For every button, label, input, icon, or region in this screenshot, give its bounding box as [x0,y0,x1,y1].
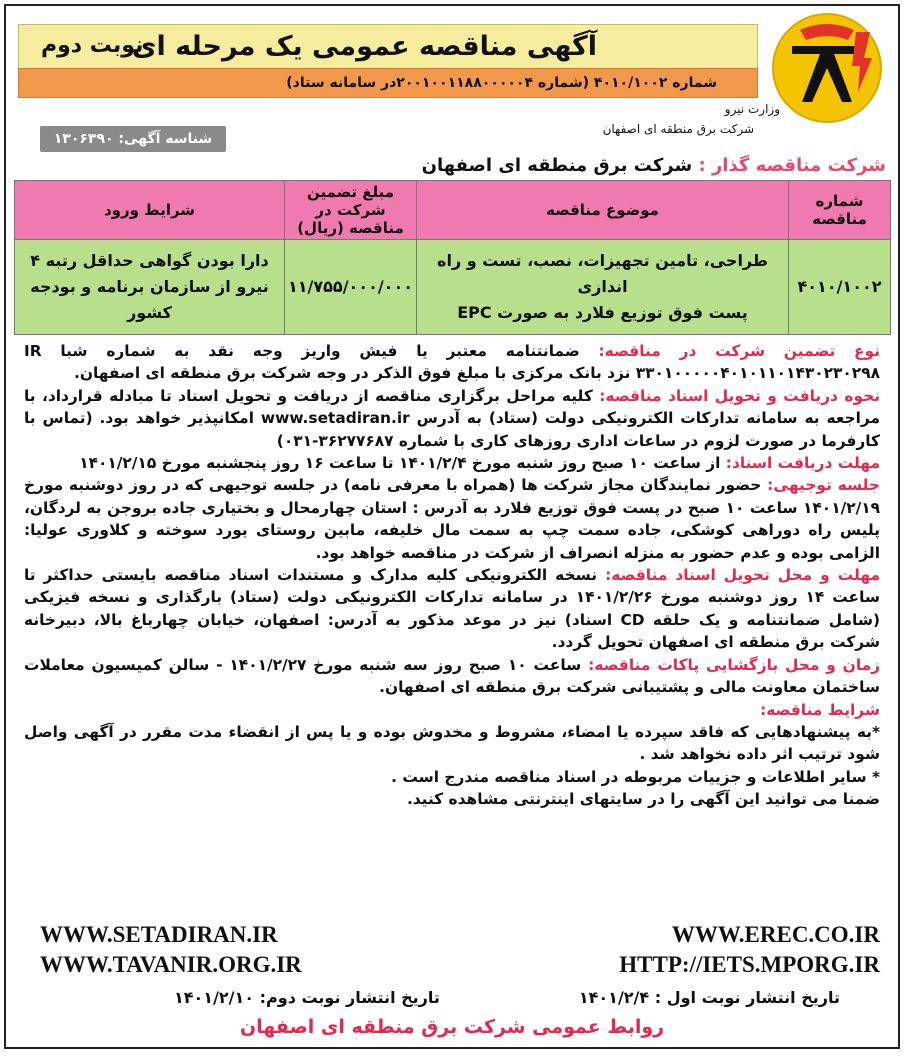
round-label: نوبت دوم [41,33,144,58]
tender-table [14,180,891,335]
subject-line-1: طراحی، تامین تجهیزات، نصب، تست و راه اندازی [437,251,768,296]
col-header-number: شماره مناقصه [789,181,891,240]
conditions-line-1: دارا بودن گواهی حداقل رتبه ۴ [30,251,269,270]
briefing-section [24,474,880,564]
conditions-line-2: نیرو از سازمان برنامه و بودجه کشور [30,277,269,322]
title-bar [18,24,758,70]
col-header-amount: مبلغ تضمین شرکت در مناقصه (ریال) [285,181,417,240]
ad-id-badge: شناسه آگهی: ۱۳۰۶۳۹۰ [40,126,226,152]
website-erec-link[interactable]: WWW.EREC.CO.IR [671,922,880,947]
tender-number-line: شماره ۴۰۱۰/۱۰۰۲ (شماره ۲۰۰۱۰۰۱۱۸۸۰۰۰۰۰۴در سامانه ستاد) [286,75,717,91]
conditions-label: شرایط مناقصه: [760,700,880,719]
deadline-text: از ساعت ۱۰ صبح روز شنبه مورخ ۱۴۰۱/۲/۴ تا ساعت ۱۶ روز پنجشنبه مورخ ۱۴۰۱/۲/۱۵ [79,454,721,473]
submit-label: مهلت و محل تحویل اسناد مناقصه: [605,566,880,585]
docs-text: کلیه مراحل برگزاری مناقصه از دریافت و تحویل اسناد تا مبادله قرارداد، با مراجعه به سامانه تدارکات الکترونیکی دولت (ستاد) به آدرس www.setadiran.ir امکانپذیر خواهد بود. (تماس با کارفرما در صورت لزوم در ساعات اداری روزهای کاری با شماره ۳۶۲۷۷۶۸۷-۰۳۱) [24,386,880,450]
websites [24,922,880,982]
condition-2: * سایر اطلاعات و جزییات مربوطه در اسناد مناقصه مندرج است . [391,767,880,786]
ad-title: آگهی مناقصه عمومی یک مرحله ای [131,31,597,62]
tavanir-logo-icon [764,12,890,124]
website-setadiran-link[interactable]: WWW.SETADIRAN.IR [40,922,278,947]
organizer-value: شرکت برق منطقه ای اصفهان [421,155,693,176]
cell-number: ۴۰۱۰/۱۰۰۲ [789,240,891,335]
company-small-label: شرکت برق منطقه ای اصفهان [602,122,754,136]
docs-section [24,385,880,452]
briefing-label: جلسه توجیهی: [767,476,880,495]
header [6,6,898,154]
col-header-subject: موضوع مناقصه [417,181,789,240]
conditions-section [24,699,880,721]
opening-text: ساعت ۱۰ صبح روز سه شنبه مورخ ۱۴۰۱/۲/۲۷ - سالن کمیسیون معاملات ساختمان معاونت مالی و پشتیبانی شرکت برق منطقه ای اصفهان. [24,655,880,697]
organizer-label: شرکت مناقصه گذار : [698,155,886,176]
publish-dates [24,984,880,1014]
website-note: ضمنا می توانید این آگهی را در سایتهای اینترنتی مشاهده کنید. [406,790,880,809]
ministry-label: وزارت نیرو [724,102,780,116]
cell-subject [417,240,789,335]
submit-text: نسخه الکترونیکی کلیه مدارک و مستندات اسناد مناقصه بایستی حداکثر تا ساعت ۱۴ روز دوشنبه مورخ ۱۴۰۱/۲/۲۶ در سامانه تدارکات الکترونیکی دولت (ستاد) بارگذاری و نسخه فیزیکی (شامل ضمانتنامه و یک حلقه CD اسناد) نیز در موعد مذکور به آدرس: اصفهان، خیابان چهارباغ بالا، دبیرخانه شرکت برق منطقه ای اصفهان تحویل گردد. [24,566,880,652]
subject-line-2: پست فوق توزیع فلارد به صورت EPC [457,303,748,322]
table-header-row [15,181,891,240]
tender-advertisement [4,4,900,1049]
footer-signature: روابط عمومی شرکت برق منطقه ای اصفهان [239,1016,665,1038]
guarantee-text: ضمانتنامه معتبر یا فیش واریز وجه نقد به شماره شبا IR ۳۳۰۱۰۰۰۰۰۴۰۱۰۱۱۰۱۴۳۰۲۳۰۲۹۸ نزد بانک مرکزی با مبلغ فوق الذکر در وجه شرکت برق منطقه ای اصفهان. [24,342,880,383]
opening-label: زمان و محل بازگشایی پاکات مناقصه: [588,655,880,674]
number-bar [18,68,758,98]
cell-amount: ۱۱/۷۵۵/۰۰۰/۰۰۰ [285,240,417,335]
briefing-text: حضور نمایندگان مجاز شرکت ها (همراه با معرفی نامه) در جلسه توجیهی که در روز دوشنبه مورخ ۱۴۰۱/۲/۱۹ ساعت ۱۰ صبح در پست فوق توزیع فلارد به آدرس : استان چهارمحال و بختیاری جاده بروجن به لردگان، پلیس راه دوراهی کوشکی، جاده سمت چپ به سمت مال خلیفه، مابین روستای یورد سوخته و کلاوری عولیا: الزامی بوده و عدم حضور به منزله انصراف از شرکت در مناقصه خواهد بود. [24,476,881,562]
guarantee-label: نوع تضمین شرکت در مناقصه: [598,342,880,360]
website-tavanir-link[interactable]: WWW.TAVANIR.ORG.IR [40,952,302,977]
deadline-label: مهلت دریافت اسناد: [725,454,880,473]
organizer [422,154,886,178]
first-publish-date: تاریخ انتشار نوبت اول : ۱۴۰۱/۲/۴ [578,988,840,1007]
website-iets-link[interactable]: HTTP://IETS.MPORG.IR [619,952,880,977]
deadline-section [24,452,880,474]
col-header-conditions: شرایط ورود [15,181,285,240]
second-publish-date: تاریخ انتشار نوبت دوم: ۱۴۰۱/۲/۱۰ [174,988,440,1007]
ad-body [24,340,880,811]
cell-conditions [15,240,285,335]
docs-label: نحوه دریافت و تحویل اسناد مناقصه: [599,386,880,405]
opening-section [24,654,880,699]
submit-section [24,564,880,654]
condition-1: *به پیشنهادهایی که فاقد سپرده یا امضاء، مشروط و مخدوش بوده و یا پس از انقضاء مدت مقرر در آگهی واصل شود ترتیب اثر داده نخواهد شد . [24,722,880,764]
table-row [15,240,891,335]
guarantee-section [24,340,880,385]
